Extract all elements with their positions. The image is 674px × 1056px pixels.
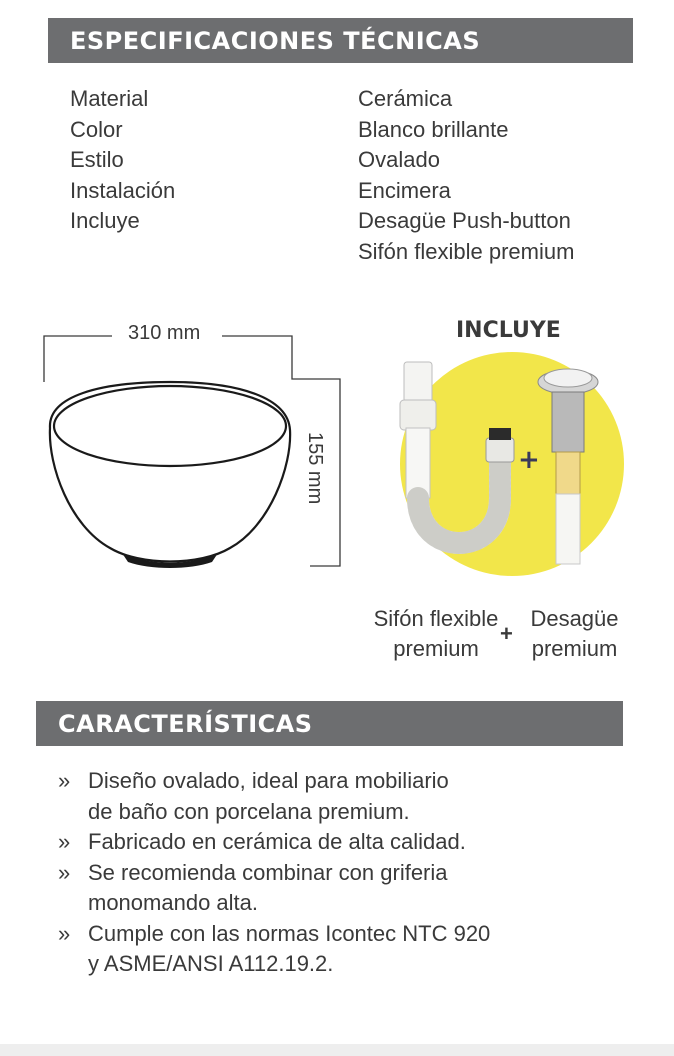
feature-text: Cumple con las normas Icontec NTC 920 y ASME/ANSI A112.19.2. bbox=[88, 920, 491, 976]
feature-item bbox=[58, 919, 490, 980]
features-heading: CARACTERÍSTICAS bbox=[36, 701, 623, 746]
bullet-icon: » bbox=[58, 920, 71, 946]
feature-item bbox=[58, 858, 490, 919]
spec-value: Sifón flexible premium bbox=[358, 238, 575, 264]
features-list bbox=[58, 766, 490, 980]
drain-label-line: premium bbox=[531, 636, 618, 661]
spec-label: Estilo bbox=[70, 147, 124, 172]
feature-text: Diseño ovalado, ideal para mobiliario de baño con porcelana premium. bbox=[88, 768, 449, 824]
spec-value: Cerámica bbox=[358, 86, 453, 111]
specs-heading: ESPECIFICACIONES TÉCNICAS bbox=[48, 18, 633, 63]
includes-plus: + bbox=[500, 621, 513, 646]
spec-labels bbox=[70, 84, 175, 237]
feature-item bbox=[58, 766, 490, 827]
bullet-icon: » bbox=[58, 829, 71, 854]
height-dimension-label: 155 mm bbox=[304, 432, 326, 505]
drain-label-line: Desagüe bbox=[530, 606, 619, 631]
width-dimension-line-left bbox=[44, 336, 112, 382]
spec-value: Ovalado bbox=[358, 147, 440, 172]
spec-value: Encimera bbox=[358, 177, 451, 203]
includes-art-plus: + bbox=[518, 445, 540, 475]
drain-label bbox=[527, 604, 622, 664]
spec-value: Blanco brillante bbox=[358, 116, 509, 142]
includes-illustration bbox=[390, 348, 630, 588]
spec-label: Incluye bbox=[70, 208, 140, 233]
spec-label: Color bbox=[70, 116, 123, 142]
feature-text: Fabricado en cerámica de alta calidad. bbox=[88, 829, 466, 854]
bullet-icon: » bbox=[58, 859, 71, 885]
basin-rim bbox=[54, 386, 286, 466]
spec-values bbox=[358, 84, 574, 267]
siphon-label-line: premium bbox=[393, 636, 479, 661]
spec-value: Desagüe Push-button bbox=[358, 208, 571, 233]
bullet-icon: » bbox=[58, 768, 71, 793]
spec-label: Instalación bbox=[70, 177, 176, 203]
siphon-label bbox=[370, 604, 502, 664]
width-dimension-label: 310 mm bbox=[128, 322, 201, 344]
feature-item bbox=[58, 827, 490, 858]
footer-bar bbox=[0, 1044, 674, 1056]
includes-title: INCLUYE bbox=[456, 318, 561, 343]
siphon-label-line: Sifón flexible bbox=[373, 606, 499, 631]
feature-text: Se recomienda combinar con griferia monomando alta. bbox=[88, 859, 448, 915]
spec-label: Material bbox=[70, 86, 149, 111]
